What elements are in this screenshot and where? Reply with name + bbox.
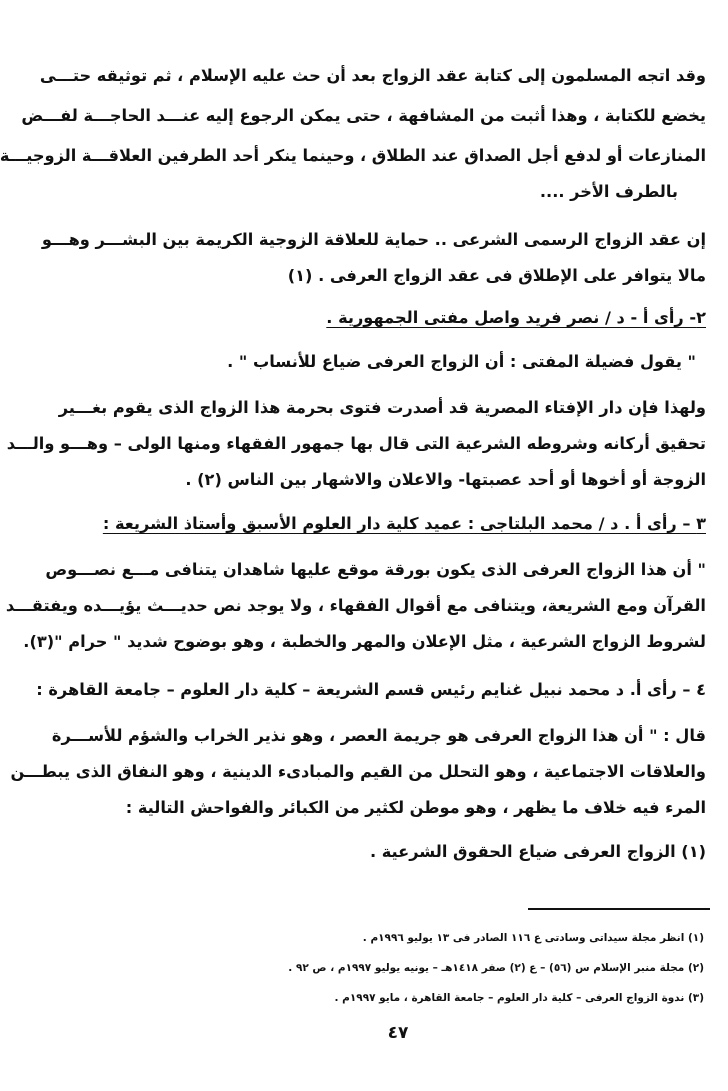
quote-3-line-2: القرآن ومع الشريعة، ويتنافى مع أقوال الفقهاء ، ولا يوجد نص حديـــث يؤيـــده ويفتقـــد (5, 596, 706, 615)
quote-3-line-3: لشروط الزواج الشرعية ، مثل الإعلان والمهر والخطبة ، وهو بوضوح شديد " حرام "(٣). (23, 632, 706, 651)
paragraph-3-line-3: الزوجة أو أخوها أو أحد عصبتها- والاعلان والاشهار بين الناس (٢) . (185, 470, 706, 489)
quote-3-line-1: " أن هذا الزواج العرفى الذى يكون بورقة موقع عليها شاهدان يتنافى مـــع نصـــوص (45, 560, 706, 579)
numbered-item-1: (١) الزواج العرفى ضياع الحقوق الشرعية . (369, 842, 706, 861)
paragraph-1-line-1: وقد اتجه المسلمون إلى كتابة عقد الزواج بعد أن حث عليه الإسلام ، ثم توثيقه حتـــى (39, 66, 706, 85)
paragraph-1-line-4: بالطرف الأخر .... (539, 182, 678, 201)
section-heading-2: ٢- رأى أ - د / نصر فريد واصل مفتى الجمهورية . (326, 308, 706, 327)
paragraph-1-line-2: يخضع للكتابة ، وهذا أثبت من المشافهة ، حتى يمكن الرجوع إليه عنـــد الحاجـــة لفـــض (21, 106, 706, 125)
paragraph-1-line-3: المنازعات أو لدفع أجل الصداق عند الطلاق ، وحينما ينكر أحد الطرفين العلاقـــة الزوجيـــة (0, 146, 706, 165)
footnote-3: (٣) ندوة الزواج العرفى – كلية دار العلوم – جامعة القاهرة ، مايو ١٩٩٧م . (334, 992, 704, 1004)
footnote-1: (١) انظر مجلة سيداتى وسادتى ع ١١٦ الصادر فى ١٣ يوليو ١٩٩٦م . (362, 932, 704, 944)
quote-4-line-3: المرء فيه خلاف ما يظهر ، وهو موطن لكثير من الكبائر والفواحش التالية : (125, 798, 706, 817)
section-heading-3: ٣ – رأى أ . د / محمد البلتاجى : عميد كلية دار العلوم الأسبق وأستاذ الشريعة : (102, 514, 706, 533)
section-heading-4: ٤ – رأى أ. د محمد نبيل غنايم رئيس قسم الشريعة – كلية دار العلوم – جامعة القاهرة : (36, 680, 706, 699)
paragraph-3-line-2: تحقيق أركانه وشروطه الشرعية التى قال بها جمهور الفقهاء ومنها الولى – وهـــو والـــد (6, 434, 706, 453)
page-number: ٤٧ (387, 1023, 409, 1043)
mufti-quote: " يقول فضيلة المفتى : أن الزواج العرفى ضياع للأنساب " . (227, 352, 696, 371)
paragraph-3-line-1: ولهذا فإن دار الإفتاء المصرية قد أصدرت فتوى بحرمة هذا الزواج الذى يقوم بغـــير (58, 398, 706, 417)
footnote-2: (٢) مجلة منبر الإسلام س (٥٦) – ع (٢) صفر ١٤١٨هـ – يونيه يوليو ١٩٩٧م ، ص ٩٢ . (288, 962, 704, 974)
footnote-separator (528, 908, 710, 910)
paragraph-2-line-1: إن عقد الزواج الرسمى الشرعى .. حماية للعلاقة الزوجية الكريمة بين البشـــر وهـــو (41, 230, 706, 249)
quote-4-line-1: قال : " أن هذا الزواج العرفى هو جريمة العصر ، وهو نذير الخراب والشؤم للأســـرة (51, 726, 706, 745)
quote-4-line-2: والعلاقات الاجتماعية ، وهو التحلل من القيم والمبادىء الدينية ، وهو النفاق الذى يبطـــن (10, 762, 706, 781)
paragraph-2-line-2: مالا يتوافر على الإطلاق فى عقد الزواج العرفى . (١) (287, 266, 706, 285)
